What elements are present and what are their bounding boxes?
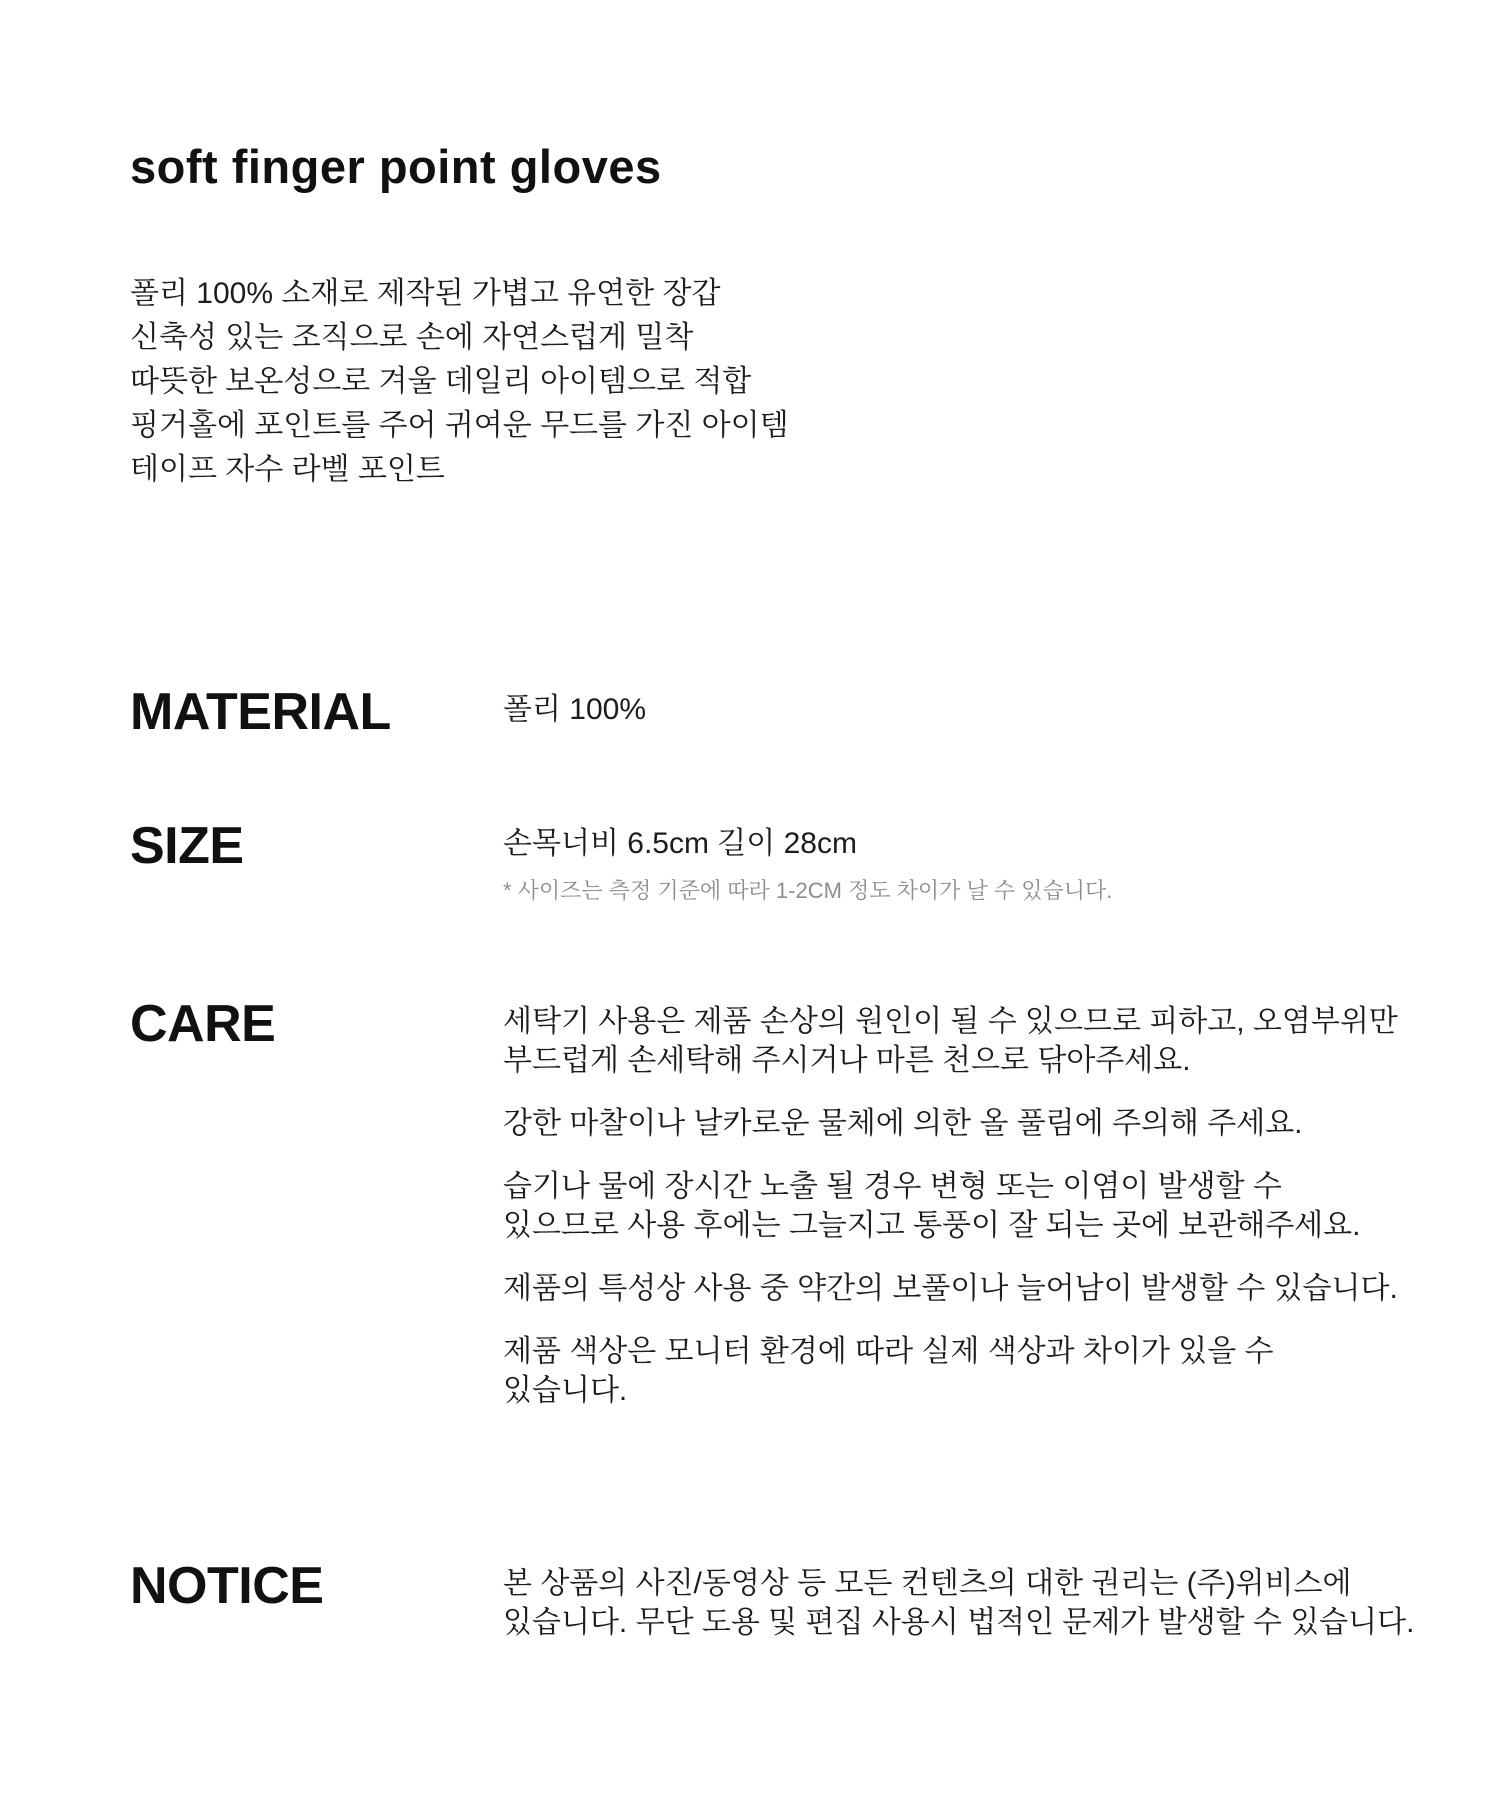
care-line: 세탁기 사용은 제품 손상의 원인이 될 수 있으므로 피하고, 오염부위만 xyxy=(503,1005,1398,1038)
care-section xyxy=(130,995,1430,1410)
care-paragraph xyxy=(503,1269,1423,1308)
material-section xyxy=(130,683,1430,741)
care-line: 제품 색상은 모니터 환경에 따라 실제 색상과 차이가 있을 수 xyxy=(503,1335,1274,1368)
care-line: 제품의 특성상 사용 중 약간의 보풀이나 늘어남이 발생할 수 있습니다. xyxy=(503,1272,1398,1305)
description-line: 핑거홀에 포인트를 주어 귀여운 무드를 가진 아이템 xyxy=(130,409,789,442)
care-line: 강한 마찰이나 날카로운 물체에 의한 올 풀림에 주의해 주세요. xyxy=(503,1107,1303,1140)
notice-line: 있습니다. 무단 도용 및 편집 사용시 법적인 문제가 발생할 수 있습니다. xyxy=(503,1606,1415,1639)
notice-heading: NOTICE xyxy=(130,1557,324,1615)
notice-section xyxy=(130,1557,1430,1642)
care-line: 습기나 물에 장시간 노출 될 경우 변형 또는 이염이 발생할 수 xyxy=(503,1170,1282,1203)
care-line: 부드럽게 손세탁해 주시거나 마른 천으로 닦아주세요. xyxy=(503,1044,1191,1077)
care-paragraph xyxy=(503,1104,1423,1143)
care-value xyxy=(503,998,1423,1410)
product-title: soft finger point gloves xyxy=(130,140,662,194)
size-heading: SIZE xyxy=(130,817,244,875)
size-note: * 사이즈는 측정 기준에 따라 1-2CM 정도 차이가 날 수 있습니다. xyxy=(503,878,1113,903)
product-description xyxy=(130,272,789,492)
material-value xyxy=(503,686,1423,729)
description-line: 신축성 있는 조직으로 손에 자연스럽게 밀착 xyxy=(130,321,694,354)
care-paragraph xyxy=(503,1167,1423,1245)
material-value-text: 폴리 100% xyxy=(503,693,647,726)
size-section xyxy=(130,817,1430,905)
description-line: 폴리 100% 소재로 제작된 가볍고 유연한 장갑 xyxy=(130,277,721,310)
description-line: 테이프 자수 라벨 포인트 xyxy=(130,453,445,486)
care-line: 있으므로 사용 후에는 그늘지고 통풍이 잘 되는 곳에 보관해주세요. xyxy=(503,1209,1361,1242)
size-value xyxy=(503,820,1423,905)
notice-value xyxy=(503,1560,1423,1642)
description-line: 따뜻한 보온성으로 겨울 데일리 아이템으로 적합 xyxy=(130,365,752,398)
notice-line: 본 상품의 사진/동영상 등 모든 컨텐츠의 대한 권리는 (주)위비스에 xyxy=(503,1567,1352,1600)
care-paragraph xyxy=(503,1332,1423,1410)
care-line: 있습니다. xyxy=(503,1374,628,1407)
size-value-text: 손목너비 6.5cm 길이 28cm xyxy=(503,827,857,860)
care-heading: CARE xyxy=(130,995,276,1053)
care-paragraph xyxy=(503,1002,1423,1080)
material-heading: MATERIAL xyxy=(130,683,391,741)
